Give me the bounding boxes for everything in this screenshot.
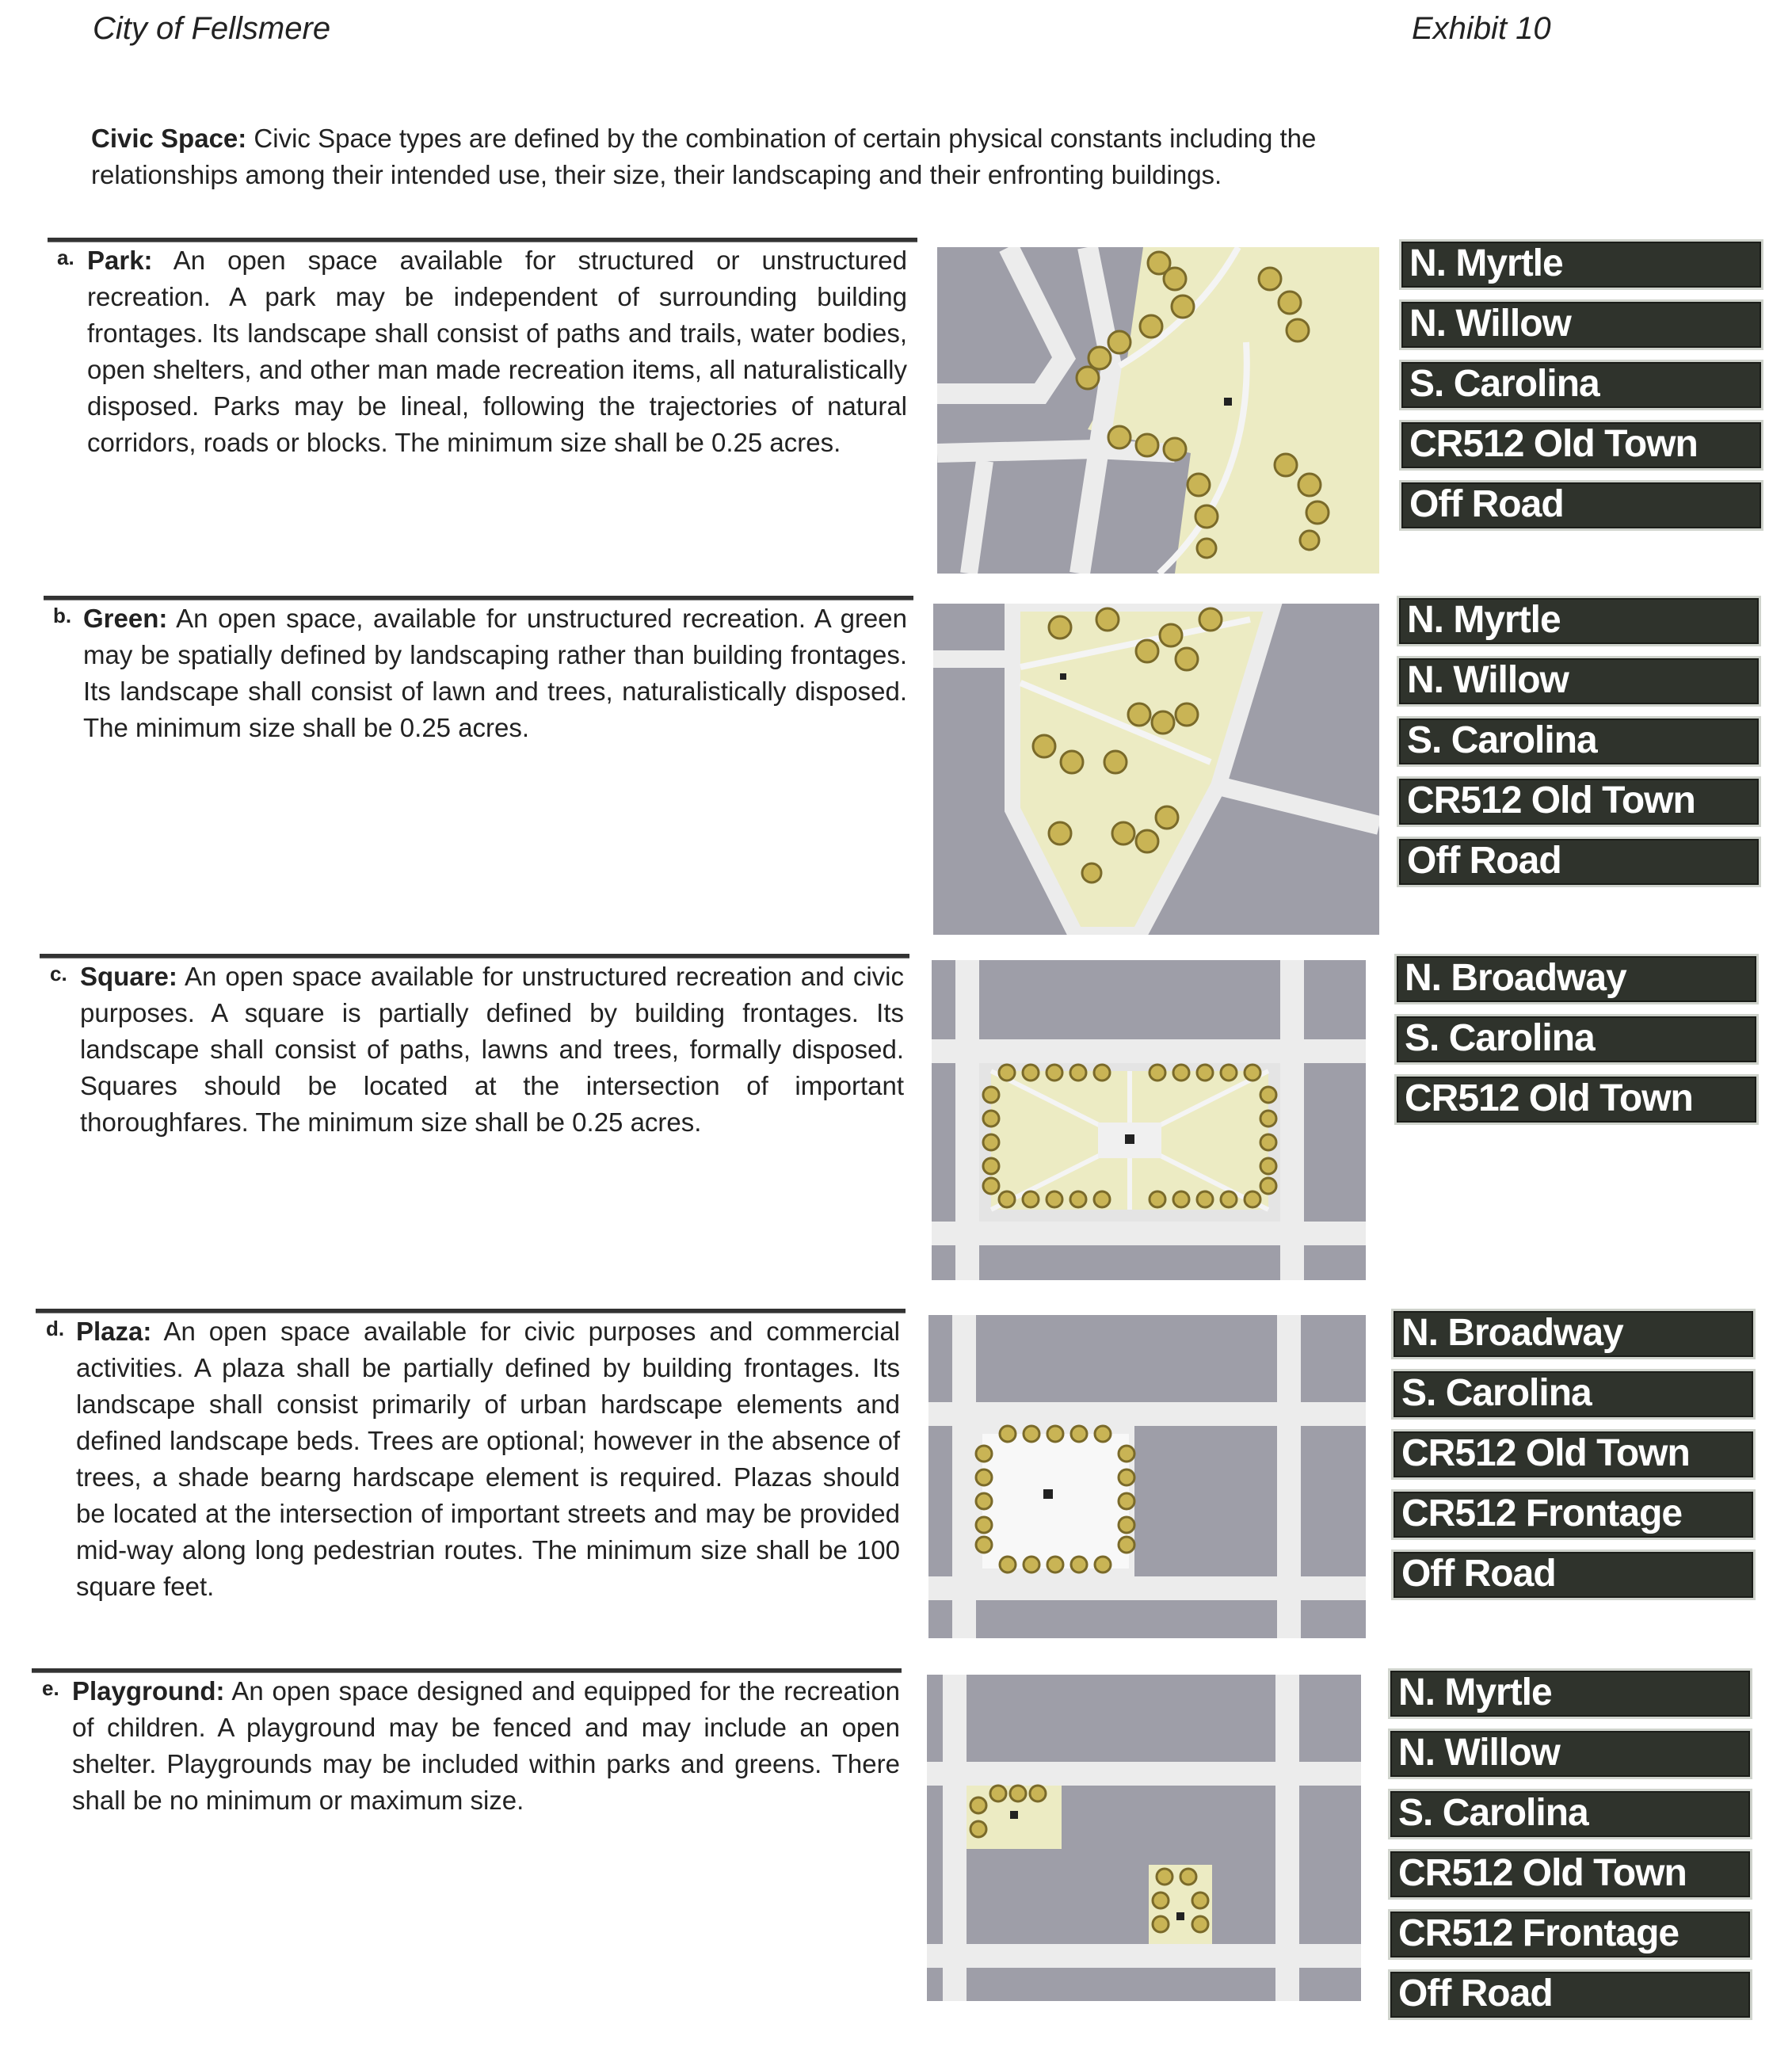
street-label: CR512 Old Town: [1399, 420, 1763, 471]
street-label: Off Road: [1388, 1969, 1752, 2020]
street-label: N. Broadway: [1391, 1309, 1756, 1359]
street-label: N. Willow: [1388, 1729, 1752, 1779]
street-label: CR512 Frontage: [1388, 1909, 1752, 1960]
section-description: [83, 600, 907, 746]
intro-paragraph: [91, 120, 1422, 193]
section-letter: e.: [42, 1676, 59, 1700]
street-label-list: [1394, 954, 1759, 1134]
street-label-list: [1388, 1668, 1752, 2030]
street-label: CR512 Old Town: [1388, 1849, 1752, 1900]
street-label: CR512 Old Town: [1391, 1429, 1756, 1480]
section-description: [72, 1673, 900, 1819]
section-text: An open space, available for unstructured recreation. A green may be spatially defined by landscaping rather than building frontages. Its landscape shall consist of lawn and trees, naturalistically disposed. The minimum size shall be 0.25 acres.: [83, 604, 907, 742]
plaza-diagram: [928, 1315, 1366, 1638]
section-description: [80, 959, 904, 1141]
section-letter: a.: [57, 246, 74, 269]
section-term: Park:: [87, 246, 153, 275]
section-letter: c.: [50, 962, 67, 985]
intro-term: Civic Space:: [91, 124, 247, 153]
section-text: An open space available for structured or unstructured recreation. A park may be independent of surrounding building frontages. Its landscape shall consist of paths and trails, water bodies, open shelters, and other man made recreation items, all naturalistically disposed. Parks may be lineal, following the trajectories of natural corridors, roads or blocks. The minimum size shall be 0.25 acres.: [87, 246, 907, 457]
header-exhibit: Exhibit 10: [1412, 11, 1551, 46]
street-label: S. Carolina: [1399, 360, 1763, 410]
header-city: City of Fellsmere: [93, 11, 331, 46]
section-letter: d.: [46, 1317, 65, 1340]
square-diagram: [932, 960, 1366, 1280]
street-label: Off Road: [1397, 837, 1761, 887]
section-text: An open space available for civic purposes and commercial activities. A plaza shall be partially defined by building frontages. Its landscape shall consist primarily of urban hardscape elements and defined landscape beds. Trees are optional; however in the absence of trees, a shade bearng hardscape element is required. Plazas should be located at the intersection of important streets and may be provided mid-way along long pedestrian routes. The minimum size shall be 100 square feet.: [76, 1317, 900, 1601]
street-label: Off Road: [1391, 1550, 1756, 1600]
intro-text: Civic Space types are defined by the combination of certain physical constants including the relationships among their intended use, their size, their landscaping and their enfronting buildings.: [91, 124, 1317, 189]
street-label: CR512 Frontage: [1391, 1489, 1756, 1540]
street-label: S. Carolina: [1391, 1369, 1756, 1420]
street-label: S. Carolina: [1397, 716, 1761, 767]
street-label: S. Carolina: [1388, 1789, 1752, 1839]
section-term: Green:: [83, 604, 168, 633]
park-diagram: [937, 247, 1379, 574]
section-description: [87, 242, 907, 461]
street-label: N. Broadway: [1394, 954, 1759, 1004]
street-label: N. Myrtle: [1399, 239, 1763, 290]
street-label: N. Myrtle: [1397, 596, 1761, 646]
section-term: Plaza:: [76, 1317, 152, 1346]
street-label: CR512 Old Town: [1394, 1074, 1759, 1125]
street-label-list: [1397, 596, 1761, 897]
section-letter: b.: [53, 604, 72, 627]
street-label-list: [1399, 239, 1763, 540]
street-label: N. Willow: [1397, 656, 1761, 707]
section-text: An open space available for unstructured recreation and civic purposes. A square is partially defined by building frontages. Its landscape shall consist of paths, lawns and trees, formally disposed. Squares should be located at the intersection of important thoroughfares. The minimum size shall be 0.25 acres.: [80, 962, 904, 1137]
section-description: [76, 1313, 900, 1605]
street-label: N. Willow: [1399, 299, 1763, 350]
green-diagram: [933, 604, 1379, 935]
street-label-list: [1391, 1309, 1756, 1610]
street-label: CR512 Old Town: [1397, 776, 1761, 827]
street-label: N. Myrtle: [1388, 1668, 1752, 1719]
section-term: Square:: [80, 962, 177, 991]
street-label: Off Road: [1399, 480, 1763, 531]
section-text: An open space designed and equipped for the recreation of children. A playground may be fenced and may include an open shelter. Playgrounds may be included within parks and greens. There shall be no minimum or maximum size.: [72, 1676, 900, 1815]
playground-diagram: [927, 1675, 1361, 2001]
section-term: Playground:: [72, 1676, 225, 1706]
street-label: S. Carolina: [1394, 1014, 1759, 1065]
